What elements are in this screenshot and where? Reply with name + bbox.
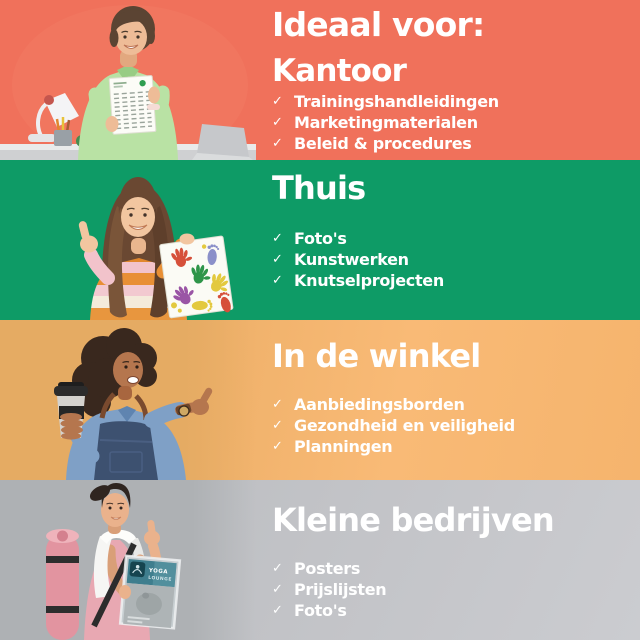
checklist-item-label: Kunstwerken xyxy=(294,250,409,269)
yoga-mat-icon xyxy=(46,529,79,640)
pencil-cup xyxy=(54,117,72,146)
photo-office-woman xyxy=(0,0,256,160)
intro-heading: Ideaal voor: xyxy=(272,5,485,44)
thuis-content xyxy=(272,160,632,291)
checklist-item xyxy=(272,579,632,600)
watch xyxy=(147,104,160,110)
check-icon: ✓ xyxy=(272,603,283,618)
checklist-item xyxy=(272,415,632,436)
bedrijven-heading: Kleine bedrijven xyxy=(272,501,554,539)
section-in-de-winkel xyxy=(0,320,640,480)
checklist-item-label: Marketingmaterialen xyxy=(294,113,478,133)
bedrijven-checklist xyxy=(272,558,632,621)
check-icon: ✓ xyxy=(272,136,283,152)
winkel-heading: In de winkel xyxy=(272,337,481,375)
check-icon: ✓ xyxy=(272,94,283,110)
office-woman-illustration xyxy=(0,0,256,160)
checklist-item xyxy=(272,436,632,457)
checklist-item xyxy=(272,270,632,291)
checklist-item xyxy=(272,558,632,579)
winkel-checklist xyxy=(272,394,632,457)
checklist-item xyxy=(272,91,632,112)
checklist-item-label: Gezondheid en veiligheid xyxy=(294,416,515,435)
checklist-item-label: Prijslijsten xyxy=(294,580,387,599)
checklist-item xyxy=(272,133,632,154)
denim-apron xyxy=(94,421,158,480)
laptop-icon xyxy=(192,124,253,160)
thuis-checklist xyxy=(272,228,632,291)
kantoor-content xyxy=(272,0,632,154)
barista-illustration xyxy=(0,320,256,480)
thuis-heading: Thuis xyxy=(272,169,366,207)
check-icon: ✓ xyxy=(272,273,283,288)
handprint-artwork xyxy=(159,235,238,320)
checklist-item-label: Foto's xyxy=(294,229,347,248)
kantoor-checklist xyxy=(272,91,632,154)
check-icon: ✓ xyxy=(272,115,283,131)
checklist-item xyxy=(272,600,632,621)
photo-girl-artwork xyxy=(0,160,256,320)
checklist-item-label: Beleid & procedures xyxy=(294,134,472,154)
photo-barista xyxy=(0,320,256,480)
section-kleine-bedrijven xyxy=(0,480,640,640)
yoga-poster-subtitle: LOUNGE xyxy=(147,575,173,583)
bedrijven-content xyxy=(272,480,632,621)
yoga-poster-title: YOGA xyxy=(148,567,169,576)
check-icon: ✓ xyxy=(272,582,283,597)
checklist-item-label: Planningen xyxy=(294,437,393,456)
checklist-item-label: Posters xyxy=(294,559,361,578)
yoga-woman-illustration xyxy=(0,480,256,640)
checklist-item-label: Knutselprojecten xyxy=(294,271,444,290)
check-icon: ✓ xyxy=(272,252,283,267)
section-thuis xyxy=(0,160,640,320)
checklist-item-label: Trainingshandleidingen xyxy=(294,92,499,112)
kantoor-heading: Kantoor xyxy=(272,53,407,90)
checklist-item-label: Aanbiedingsborden xyxy=(294,395,465,414)
check-icon: ✓ xyxy=(272,418,283,433)
checklist-item xyxy=(272,394,632,415)
check-icon: ✓ xyxy=(272,397,283,412)
check-icon: ✓ xyxy=(272,231,283,246)
check-icon: ✓ xyxy=(272,561,283,576)
winkel-content xyxy=(272,320,632,457)
checklist-item xyxy=(272,228,632,249)
photo-yoga-woman xyxy=(0,480,256,640)
girl-artwork-illustration xyxy=(0,160,256,320)
checklist-item-label: Foto's xyxy=(294,601,347,620)
check-icon: ✓ xyxy=(272,439,283,454)
checklist-item xyxy=(272,112,632,133)
checklist-item xyxy=(272,249,632,270)
section-kantoor xyxy=(0,0,640,160)
